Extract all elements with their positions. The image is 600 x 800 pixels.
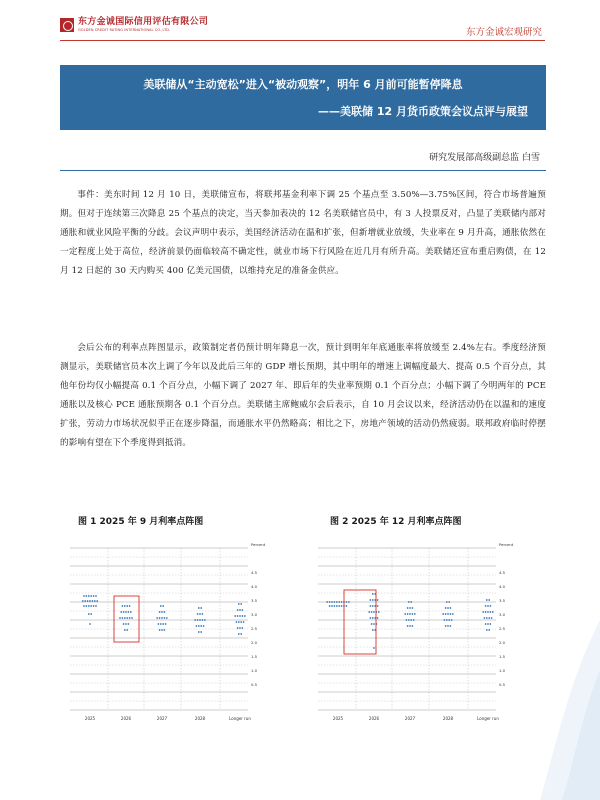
paragraph-event: 事件：美东时间 12 月 10 日，美联储宣布，将联邦基金利率下调 25 个基点至 3.50%—3.75%区间，符合市场普遍预期。但对于连续第三次降息 25 个基点的决定，当天参加表决的 12 名美联储官员中，有 3 人投票反对，凸显了美联储内部对通胀和就业风险平衡的分歧。会议声明中表示，美国经济活动在温和扩张，但新增就业放缓，失业率在 9 月升高，通胀依然在一定程度上处于高位，经济前景仍面临较高不确定性，就业市场下行风险在近几月有所升高。美联储还宣布重启购债，在 12 月 12 日起的 30 天内购买 400 亿美元国债，以维持充足的准备金供应。 — [60, 190, 546, 276]
dot-marker — [446, 619, 448, 621]
dot-marker — [484, 617, 486, 619]
corner-decoration — [540, 600, 600, 800]
dot-marker — [89, 600, 91, 602]
dot-marker — [202, 619, 204, 621]
x-tick-label: 2028 — [442, 716, 454, 721]
dot-marker — [490, 623, 492, 625]
dot-marker — [234, 615, 236, 617]
dot-marker — [126, 629, 128, 631]
dot-marker — [160, 605, 162, 607]
dot-marker — [124, 629, 126, 631]
dot-marker — [240, 633, 242, 635]
dot-marker — [164, 629, 166, 631]
dot-marker — [122, 605, 124, 607]
dot-marker — [409, 625, 411, 627]
dot-marker — [125, 623, 127, 625]
dot-marker — [413, 619, 415, 621]
x-tick-label: 2026 — [120, 716, 132, 721]
dot-marker — [200, 607, 202, 609]
dot-marker — [447, 607, 449, 609]
dot-marker — [409, 607, 411, 609]
dot-marker — [200, 625, 202, 627]
dot-marker — [239, 615, 241, 617]
dot-marker — [490, 611, 492, 613]
dot-marker — [94, 600, 96, 602]
dot-marker — [130, 611, 132, 613]
dot-marker — [162, 605, 164, 607]
dot-marker — [90, 613, 92, 615]
y-tick-label: 2.5 — [251, 626, 258, 631]
dot-marker — [488, 599, 490, 601]
dot-marker — [126, 617, 128, 619]
dot-marker — [414, 613, 416, 615]
figure-1-title: 图 1 2025 年 9 月利率点阵图 — [78, 517, 204, 527]
figure-2-svg — [300, 538, 516, 728]
y-tick-label: 0.5 — [251, 682, 258, 687]
dot-marker — [491, 617, 493, 619]
x-tick-label: Longer run — [477, 716, 499, 721]
logo-chinese-name: 东方金诚国际信用评估有限公司 — [78, 17, 209, 27]
dot-marker — [239, 627, 241, 629]
dot-marker — [377, 599, 379, 601]
dot-marker — [373, 623, 375, 625]
dot-marker — [372, 629, 374, 631]
dot-marker — [237, 609, 239, 611]
dot-marker — [346, 605, 348, 607]
dot-marker — [240, 621, 242, 623]
dot-marker — [86, 605, 88, 607]
dot-marker — [373, 611, 375, 613]
dot-marker — [122, 617, 124, 619]
dot-marker — [93, 595, 95, 597]
dot-marker — [490, 605, 492, 607]
dot-marker — [203, 625, 205, 627]
dot-marker — [371, 623, 373, 625]
dot-marker — [162, 623, 164, 625]
y-tick-label: 2.0 — [251, 640, 258, 645]
dot-marker — [86, 595, 88, 597]
y-tick-label: 3.0 — [251, 612, 258, 617]
dot-marker — [164, 617, 166, 619]
y-tick-label: 3.0 — [499, 612, 506, 617]
dot-marker — [92, 600, 94, 602]
dot-marker — [372, 605, 374, 607]
dot-marker — [442, 613, 444, 615]
page-header — [0, 0, 600, 46]
dot-marker — [129, 605, 131, 607]
dot-marker — [487, 611, 489, 613]
dot-marker — [198, 625, 200, 627]
dot-marker — [199, 613, 201, 615]
logo-english-name: GOLDEN CREDIT RATING INTERNATIONAL CO.,LTD. — [78, 28, 171, 32]
dot-marker — [89, 623, 91, 625]
x-tick-label: 2027 — [156, 716, 168, 721]
dot-marker — [87, 600, 89, 602]
x-tick-label: 2025 — [84, 716, 96, 721]
dot-marker — [487, 623, 489, 625]
dot-marker — [128, 623, 130, 625]
dot-marker — [410, 601, 412, 603]
company-logo — [60, 14, 208, 36]
dot-marker — [334, 601, 336, 603]
dot-marker — [404, 613, 406, 615]
dot-marker — [486, 629, 488, 631]
dot-marker — [336, 605, 338, 607]
dot-marker — [368, 611, 370, 613]
dot-marker — [444, 619, 446, 621]
dot-marker — [159, 617, 161, 619]
dot-marker — [161, 611, 163, 613]
figure-1-dot-plot — [52, 538, 268, 728]
dot-marker — [406, 619, 408, 621]
y-tick-label: Percent — [499, 542, 514, 547]
author-line: 研究发展部高级副总监 白雪 — [429, 153, 540, 163]
dot-marker — [242, 615, 244, 617]
dot-marker — [166, 617, 168, 619]
dot-marker — [123, 623, 125, 625]
dot-marker — [448, 601, 450, 603]
dot-marker — [88, 605, 90, 607]
dot-marker — [160, 623, 162, 625]
figure-2-title: 图 2 2025 年 12 月利率点阵图 — [330, 517, 462, 527]
y-tick-label: Percent — [251, 542, 266, 547]
y-tick-label: 2.0 — [499, 640, 506, 645]
dot-marker — [125, 611, 127, 613]
y-tick-label: 1.5 — [251, 654, 258, 659]
brand-name: 东方金诚宏观研究 — [465, 27, 542, 38]
dot-marker — [83, 595, 85, 597]
dot-marker — [372, 617, 374, 619]
dot-marker — [492, 611, 494, 613]
dot-marker — [334, 605, 336, 607]
dot-marker — [370, 599, 372, 601]
dot-marker — [408, 619, 410, 621]
dot-marker — [124, 605, 126, 607]
dot-marker — [331, 601, 333, 603]
dot-marker — [450, 625, 452, 627]
dot-marker — [165, 623, 167, 625]
dot-marker — [164, 611, 166, 613]
dot-marker — [84, 600, 86, 602]
dot-marker — [243, 621, 245, 623]
dot-marker — [82, 600, 84, 602]
dot-marker — [242, 627, 244, 629]
dot-marker — [326, 601, 328, 603]
x-tick-label: 2026 — [368, 716, 380, 721]
y-tick-label: 3.5 — [499, 598, 506, 603]
dot-marker — [408, 601, 410, 603]
dot-marker — [90, 605, 92, 607]
dot-marker — [197, 619, 199, 621]
report-subtitle: ——美联储 12 月货币政策会议点评与展望 — [318, 105, 528, 118]
dot-marker — [373, 647, 375, 649]
y-tick-label: 1.0 — [499, 668, 506, 673]
y-tick-label: 4.5 — [499, 570, 506, 575]
dot-marker — [120, 611, 122, 613]
y-tick-label: 4.0 — [251, 584, 258, 589]
dot-marker — [161, 629, 163, 631]
dot-marker — [407, 607, 409, 609]
dot-marker — [412, 625, 414, 627]
dot-marker — [377, 605, 379, 607]
dot-marker — [128, 611, 130, 613]
dot-marker — [239, 609, 241, 611]
dot-marker — [448, 619, 450, 621]
header-divider — [60, 40, 545, 41]
dot-marker — [93, 605, 95, 607]
dot-marker — [341, 605, 343, 607]
dot-marker — [126, 605, 128, 607]
dot-marker — [202, 613, 204, 615]
dot-marker — [197, 613, 199, 615]
dot-marker — [485, 623, 487, 625]
dot-marker — [370, 605, 372, 607]
dot-marker — [372, 593, 374, 595]
x-tick-label: 2028 — [194, 716, 206, 721]
dot-marker — [338, 605, 340, 607]
dot-marker — [237, 627, 239, 629]
dot-marker — [129, 617, 131, 619]
dot-marker — [159, 611, 161, 613]
dot-marker — [119, 617, 121, 619]
dot-marker — [123, 611, 125, 613]
dot-marker — [488, 617, 490, 619]
x-tick-label: 2025 — [332, 716, 344, 721]
y-tick-label: 4.0 — [499, 584, 506, 589]
dot-marker — [451, 619, 453, 621]
paragraph-dot-plot: 会后公布的利率点阵图显示，政策制定者仍预计明年降息一次，预计到明年年底通胀率将放缓至 2.4%左右。季度经济预测显示，美联储官员本次上调了今年以及此后三年的 GDP 增长预期，其中明年的增速上调幅度最大、提高 0.5 个百分点，其他年份均仅小幅提高 0.1 个百分点，小幅下调了 2027 年、即后年的失业率预期 0.1 个百分点；小幅下调了今明两年的 PCE 通胀以及核心 PCE 通胀预期各 0.1 个百分点。美联储主席鲍威尔会后表示，自 10 月会议以来，经济活动仍在以温和的速度扩张，劳动力市场状况似乎正在逐步降温，而通胀水平仍然略高；相比之下，房地产领域的活动仍然疲弱。联邦政府临时停摆的影响有望在下个季度得到抵消。 — [60, 343, 546, 448]
y-tick-label: 1.5 — [499, 654, 506, 659]
dot-marker — [329, 601, 331, 603]
dot-marker — [377, 617, 379, 619]
dot-marker — [244, 615, 246, 617]
dot-marker — [482, 611, 484, 613]
dot-marker — [447, 625, 449, 627]
report-title: 美联储从“主动宽松”进入“被动观察”，明年 6 月前可能暂停降息 — [143, 78, 463, 91]
dot-marker — [238, 633, 240, 635]
dot-marker — [88, 613, 90, 615]
dot-marker — [412, 613, 414, 615]
dot-marker — [452, 613, 454, 615]
dot-marker — [96, 600, 98, 602]
dot-marker — [450, 613, 452, 615]
dot-marker — [204, 619, 206, 621]
dot-marker — [445, 625, 447, 627]
dot-marker — [238, 621, 240, 623]
dot-marker — [198, 631, 200, 633]
dot-marker — [88, 595, 90, 597]
dot-marker — [488, 629, 490, 631]
dot-marker — [198, 607, 200, 609]
figure-2-dot-plot — [300, 538, 516, 728]
dot-marker — [346, 601, 348, 603]
dot-marker — [445, 607, 447, 609]
dot-marker — [194, 619, 196, 621]
dot-marker — [338, 601, 340, 603]
dot-marker — [238, 603, 240, 605]
dot-marker — [95, 595, 97, 597]
y-tick-label: 3.5 — [251, 598, 258, 603]
dot-marker — [161, 617, 163, 619]
dot-marker — [410, 619, 412, 621]
figure-1-svg — [52, 538, 268, 728]
dot-marker — [124, 617, 126, 619]
highlight-box — [344, 590, 376, 654]
title-banner — [60, 65, 546, 130]
dot-marker — [378, 611, 380, 613]
highlight-box — [114, 596, 139, 642]
dot-marker — [329, 605, 331, 607]
dot-marker — [486, 617, 488, 619]
x-tick-label: Longer run — [229, 716, 251, 721]
dot-marker — [90, 595, 92, 597]
dot-marker — [370, 617, 372, 619]
dot-marker — [485, 611, 487, 613]
dot-marker — [242, 609, 244, 611]
dot-marker — [485, 605, 487, 607]
dot-marker — [199, 619, 201, 621]
dot-marker — [341, 601, 343, 603]
dot-marker — [237, 615, 239, 617]
dot-marker — [412, 607, 414, 609]
dot-marker — [447, 613, 449, 615]
dot-marker — [236, 621, 238, 623]
dot-marker — [83, 605, 85, 607]
y-tick-label: 1.0 — [251, 668, 258, 673]
dot-marker — [156, 617, 158, 619]
dot-marker — [446, 601, 448, 603]
author-divider — [60, 170, 546, 171]
dot-marker — [409, 613, 411, 615]
dot-marker — [445, 613, 447, 615]
dot-marker — [450, 607, 452, 609]
dot-marker — [200, 631, 202, 633]
dot-marker — [331, 605, 333, 607]
dot-marker — [407, 613, 409, 615]
dot-marker — [240, 603, 242, 605]
dot-marker — [158, 623, 160, 625]
dot-marker — [159, 629, 161, 631]
dot-marker — [336, 601, 338, 603]
y-tick-label: 0.5 — [499, 682, 506, 687]
dot-marker — [196, 625, 198, 627]
dot-marker — [131, 617, 133, 619]
dot-marker — [407, 625, 409, 627]
y-tick-label: 4.5 — [251, 570, 258, 575]
dot-marker — [372, 599, 374, 601]
dot-marker — [486, 599, 488, 601]
dot-marker — [95, 605, 97, 607]
x-tick-label: 2027 — [404, 716, 416, 721]
dot-marker — [371, 611, 373, 613]
dot-marker — [348, 601, 350, 603]
logo-mark-icon — [60, 18, 74, 32]
y-tick-label: 2.5 — [499, 626, 506, 631]
dot-marker — [487, 605, 489, 607]
